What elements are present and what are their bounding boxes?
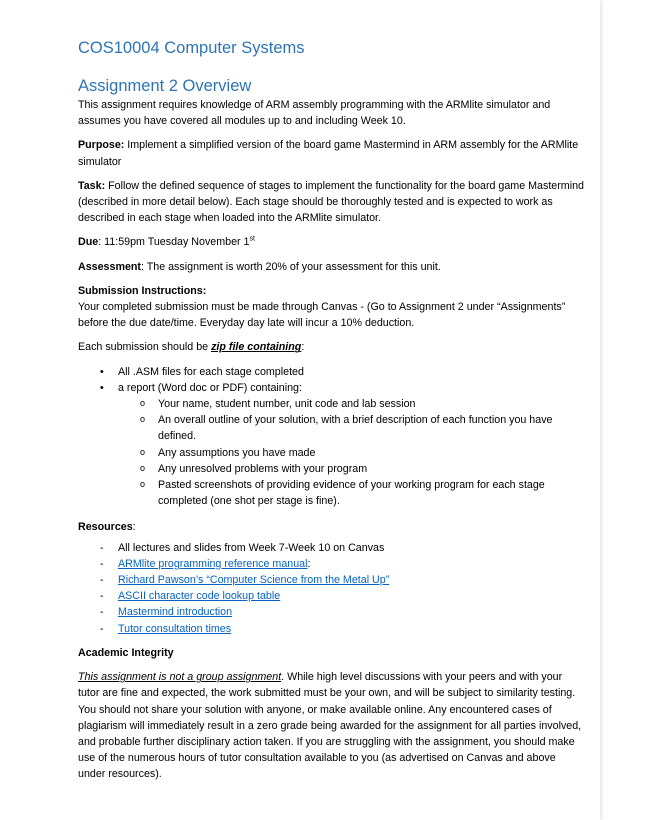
integrity-heading-text: Academic Integrity [78, 646, 174, 659]
resources-heading [78, 519, 584, 535]
purpose-text: Implement a simplified version of the board game Mastermind in ARM assembly for the ARMlite simulator [78, 139, 579, 168]
mastermind-intro-link[interactable]: Mastermind introduction [118, 606, 233, 619]
list-item: o Any assumptions you have made [140, 445, 584, 461]
section-title: Assignment 2 Overview [78, 77, 252, 95]
due-paragraph [78, 234, 584, 250]
list-item [100, 621, 584, 637]
task-label: Task: [78, 179, 106, 192]
report-contents-list [118, 396, 584, 509]
submission-heading-text: Submission Instructions: [78, 284, 207, 297]
list-item [100, 380, 584, 510]
resources-list [78, 540, 584, 637]
resources-colon: : [132, 521, 136, 534]
assessment-paragraph [78, 259, 584, 275]
document-content [78, 38, 584, 791]
list-item: o Your name, student number, unit code and lab session [140, 396, 584, 412]
submission-contents-emphasis: zip file containing [211, 341, 302, 354]
list-item: - All lectures and slides from Week 7-Week 10 on Canvas [100, 540, 584, 556]
link-suffix: : [307, 557, 311, 570]
ascii-table-link[interactable]: ASCII character code lookup table [118, 590, 281, 603]
pawson-book-link[interactable]: Richard Pawson’s “Computer Science from the Metal Up” [118, 574, 390, 587]
integrity-text: . While high level discussions with your peers and with your tutor are fine and expected, the work submitted must be your own, and will be subject to similarity testing. You should not share your solution with anyone, or make available online. Any encountered cases of plagiarism will immediately result in a zero grade being awarded for the assignment for all parties involved, and probable further disciplinary action taken. If you are struggling with the assignment, you should make use of the numerous hours of tutor consultation available to you (as advertised on Canvas and above under resources). [78, 671, 582, 781]
submission-contents-prefix: Each submission should be [78, 341, 212, 354]
due-superscript: st [249, 235, 255, 243]
task-text: Follow the defined sequence of stages to implement the functionality for the board game Mastermind (described in more detail below). Each stage should be thoroughly tested and is expected to work as described in each stage when loaded into the ARMlite simulator. [78, 179, 584, 225]
submission-paragraph: Your completed submission must be made through Canvas - (Go to Assignment 2 under “Assignments” before the due date/time. Everyday day late will incur a 10% deduction. [78, 301, 566, 330]
submission-bullet-list [78, 364, 584, 510]
integrity-emphasis: This assignment is not a group assignment [78, 671, 282, 684]
intro-paragraph: This assignment requires knowledge of ARM assembly programming with the ARMlite simulator and assumes you have covered all modules up to and including Week 10. [78, 99, 551, 128]
integrity-heading [78, 645, 584, 661]
tutor-consultation-link[interactable]: Tutor consultation times [118, 622, 232, 635]
due-label: Due [78, 236, 99, 249]
purpose-paragraph [78, 137, 584, 169]
submission-contents-line [78, 339, 584, 355]
due-text: : 11:59pm Tuesday November 1 [98, 236, 250, 249]
list-item [100, 588, 584, 604]
resources-label: Resources [78, 521, 133, 534]
purpose-label: Purpose: [78, 139, 125, 152]
assessment-text: : The assignment is worth 20% of your assessment for this unit. [140, 260, 441, 273]
list-item: o Pasted screenshots of providing evidence of your working program for each stage completed (one shot per stage is fine). [140, 477, 584, 509]
submission-contents-suffix: : [301, 341, 305, 354]
list-item: o Any unresolved problems with your program [140, 461, 584, 477]
armlite-manual-link[interactable]: ARMlite programming reference manual [118, 557, 308, 570]
list-item [100, 604, 584, 620]
list-item: • All .ASM files for each stage completed [100, 364, 584, 380]
report-bullet-text: a report (Word doc or PDF) containing: [118, 381, 302, 394]
list-item [100, 572, 584, 588]
assessment-label: Assessment [78, 260, 141, 273]
list-item [100, 556, 584, 572]
list-item: o An overall outline of your solution, with a brief description of each function you have defined. [140, 412, 584, 444]
submission-heading [78, 283, 584, 299]
integrity-paragraph [78, 669, 584, 782]
course-title: COS10004 Computer Systems [78, 39, 305, 57]
task-paragraph [78, 178, 584, 227]
